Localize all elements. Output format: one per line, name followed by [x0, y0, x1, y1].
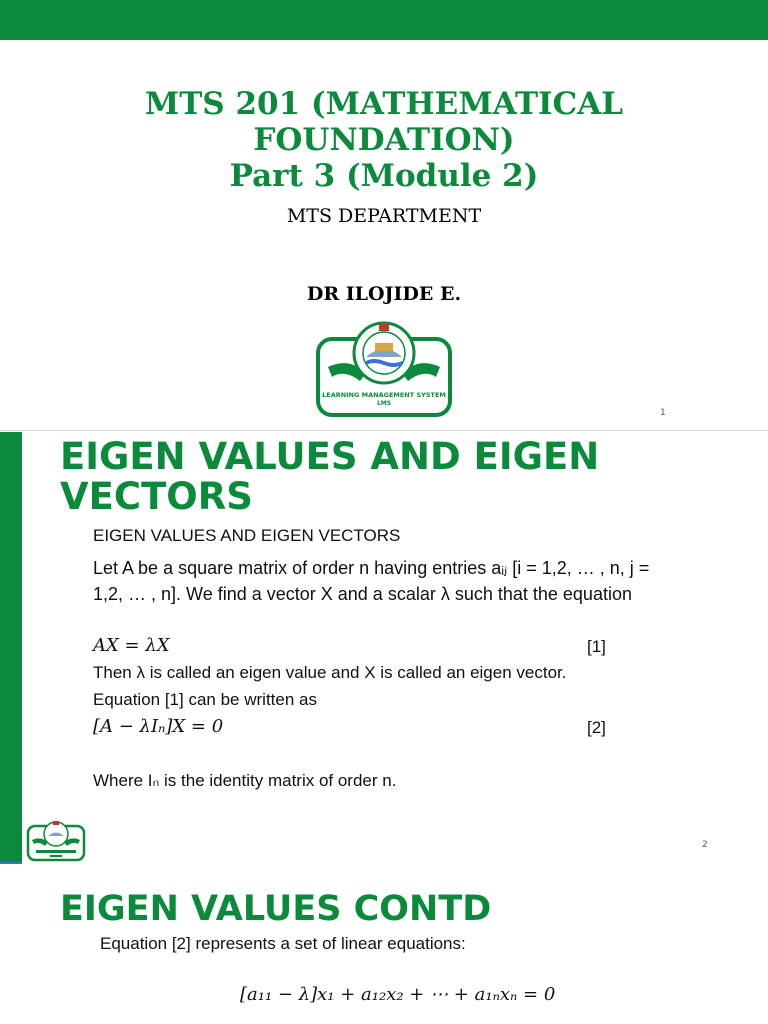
title-line-3: Part 3 (Module 2)	[229, 158, 539, 194]
slide-heading	[60, 437, 680, 517]
title-line-1: MTS 201 (MATHEMATICAL	[144, 86, 624, 122]
author-name: DR ILOJIDE E.	[306, 283, 462, 305]
logo-banner-line1: LEARNING MANAGEMENT SYSTEM	[322, 391, 446, 399]
left-bar-accent	[0, 862, 22, 864]
logo-banner-line2: LMS	[376, 400, 392, 407]
equation-1-number: [1]	[587, 637, 606, 656]
paragraph-equation-written: Equation [1] can be written as	[93, 690, 317, 709]
paragraph-line-1: Let A be a square matrix of order n having entries aᵢⱼ [i = 1,2, … , n, j =	[93, 558, 650, 578]
equation-1: AX = λX	[93, 635, 170, 656]
paragraph-where: Where Iₙ is the identity matrix of order n.	[93, 771, 397, 790]
title-line-2: FOUNDATION)	[253, 122, 515, 158]
department-label: MTS DEPARTMENT	[286, 205, 482, 227]
university-logo	[314, 317, 454, 419]
equation-linear: [a₁₁ − λ]x₁ + a₁₂x₂ + ⋯ + a₁ₙxₙ = 0	[240, 984, 556, 1005]
university-logo-small	[26, 818, 86, 862]
slide-heading: EIGEN VALUES CONTD	[60, 889, 492, 929]
slide-intro: Equation [2] represents a set of linear equations:	[100, 934, 466, 953]
slide-subheading: EIGEN VALUES AND EIGEN VECTORS	[93, 526, 401, 545]
top-green-bar	[0, 0, 768, 40]
slide-heading-line-1: EIGEN VALUES AND EIGEN	[60, 435, 600, 478]
page-title	[0, 86, 768, 194]
left-green-bar	[0, 432, 22, 864]
slide-heading-line-2: VECTORS	[60, 475, 253, 518]
slide-divider	[0, 430, 768, 431]
equation-2-number: [2]	[587, 718, 606, 737]
equation-2: [A − λIₙ]X = 0	[93, 716, 224, 737]
paragraph-line-2: 1,2, … , n]. We find a vector X and a scalar λ such that the equation	[93, 584, 632, 604]
page-number: 2	[702, 840, 708, 850]
page-number: 1	[660, 408, 666, 418]
paragraph-then: Then λ is called an eigen value and X is called an eigen vector.	[93, 663, 567, 682]
